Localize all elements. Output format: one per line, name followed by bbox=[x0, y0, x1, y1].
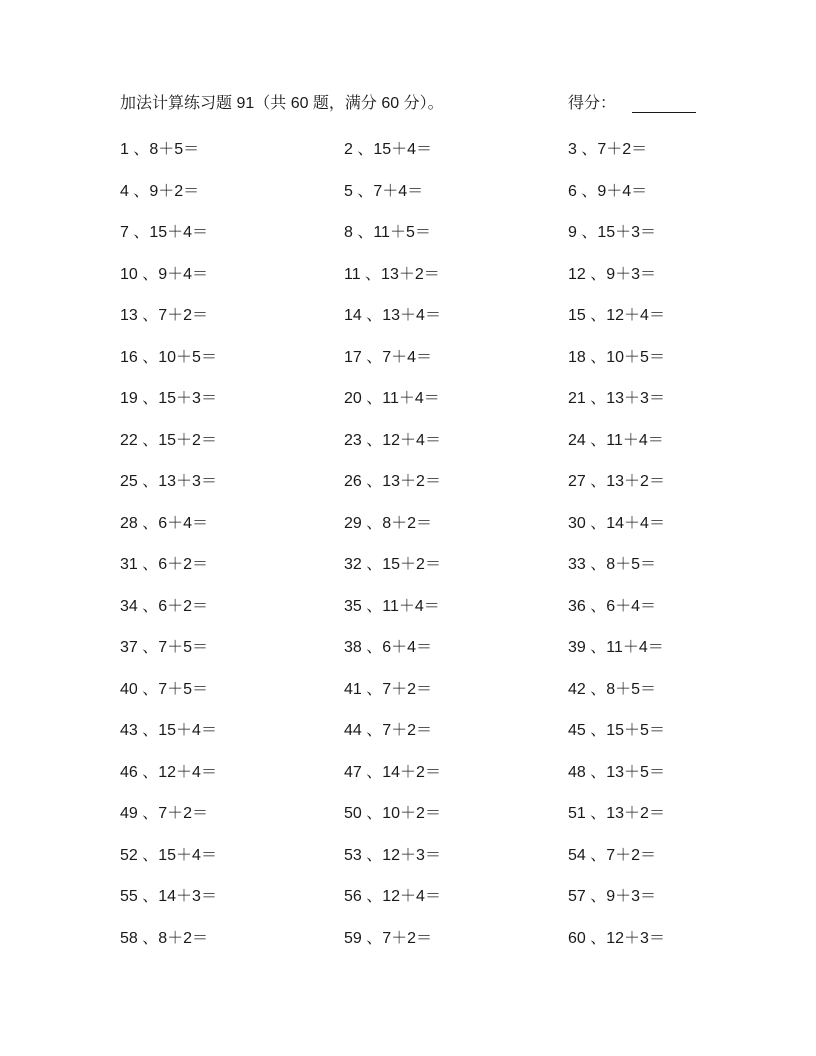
problem-item: 30 、14＋4＝ bbox=[568, 514, 665, 532]
problem-item: 25 、13＋3＝ bbox=[120, 473, 217, 490]
problem-row bbox=[120, 883, 720, 925]
problem-item: 52 、15＋4＝ bbox=[120, 846, 217, 864]
problem-item: 26 、13＋2＝ bbox=[344, 473, 441, 490]
problem-item: 43 、15＋4＝ bbox=[120, 722, 217, 739]
problem-row bbox=[120, 302, 720, 344]
problem-row bbox=[120, 717, 720, 759]
problem-item: 37 、7＋5＝ bbox=[120, 639, 209, 656]
problem-row bbox=[120, 510, 720, 552]
problem-item: 12 、9＋3＝ bbox=[568, 265, 657, 283]
problem-item: 23 、12＋4＝ bbox=[344, 431, 441, 449]
problem-item: 31 、6＋2＝ bbox=[120, 556, 209, 573]
problem-item: 28 、6＋4＝ bbox=[120, 514, 209, 532]
problem-row bbox=[120, 842, 720, 884]
problem-row bbox=[120, 385, 720, 427]
problem-item: 44 、7＋2＝ bbox=[344, 722, 433, 739]
problem-row bbox=[120, 634, 720, 676]
problem-row bbox=[120, 759, 720, 801]
problem-item: 56 、12＋4＝ bbox=[344, 888, 441, 905]
problem-item: 27 、13＋2＝ bbox=[568, 473, 665, 490]
problem-item: 41 、7＋2＝ bbox=[344, 680, 433, 698]
problem-item: 6 、9＋4＝ bbox=[568, 182, 648, 200]
problem-item: 15 、12＋4＝ bbox=[568, 307, 665, 324]
problem-item: 20 、11＋4＝ bbox=[344, 390, 440, 407]
problem-item: 35 、11＋4＝ bbox=[344, 597, 440, 615]
problem-item: 39 、11＋4＝ bbox=[568, 639, 664, 656]
problem-row bbox=[120, 427, 720, 469]
problem-item: 29 、8＋2＝ bbox=[344, 514, 433, 532]
problem-row bbox=[120, 344, 720, 386]
problem-item: 19 、15＋3＝ bbox=[120, 390, 217, 407]
problem-item: 14 、13＋4＝ bbox=[344, 307, 441, 324]
problem-item: 60 、12＋3＝ bbox=[568, 929, 665, 947]
problem-row bbox=[120, 925, 720, 967]
problem-row bbox=[120, 136, 720, 178]
problem-item: 9 、15＋3＝ bbox=[568, 224, 657, 241]
problem-item: 32 、15＋2＝ bbox=[344, 556, 441, 573]
problem-item: 16 、10＋5＝ bbox=[120, 348, 217, 366]
problem-item: 48 、13＋5＝ bbox=[568, 763, 665, 781]
problem-item: 53 、12＋3＝ bbox=[344, 846, 441, 864]
problem-row bbox=[120, 178, 720, 220]
problem-row bbox=[120, 800, 720, 842]
problem-item: 50 、10＋2＝ bbox=[344, 805, 441, 822]
score-label: 得分： bbox=[568, 95, 617, 112]
problem-item: 34 、6＋2＝ bbox=[120, 597, 209, 615]
problem-item: 7 、15＋4＝ bbox=[120, 224, 209, 241]
problem-item: 11 、13＋2＝ bbox=[344, 265, 440, 283]
problem-item: 2 、15＋4＝ bbox=[344, 141, 433, 158]
problem-row bbox=[120, 219, 720, 261]
problem-row bbox=[120, 593, 720, 635]
problem-item: 57 、9＋3＝ bbox=[568, 888, 657, 905]
problem-item: 13 、7＋2＝ bbox=[120, 307, 209, 324]
problem-item: 59 、7＋2＝ bbox=[344, 929, 433, 947]
problem-item: 4 、9＋2＝ bbox=[120, 182, 200, 200]
problem-item: 24 、11＋4＝ bbox=[568, 431, 664, 449]
problem-item: 40 、7＋5＝ bbox=[120, 680, 209, 698]
problem-item: 55 、14＋3＝ bbox=[120, 888, 217, 905]
page-title: 加法计算练习题 91（共 60 题，满分 60 分）。 bbox=[120, 95, 444, 112]
problem-item: 38 、6＋4＝ bbox=[344, 639, 433, 656]
problem-item: 45 、15＋5＝ bbox=[568, 722, 665, 739]
problem-row bbox=[120, 468, 720, 510]
problem-item: 17 、7＋4＝ bbox=[344, 348, 433, 366]
problem-item: 51 、13＋2＝ bbox=[568, 805, 665, 822]
problem-row bbox=[120, 676, 720, 718]
problem-item: 54 、7＋2＝ bbox=[568, 846, 657, 864]
problem-item: 49 、7＋2＝ bbox=[120, 805, 209, 822]
problem-item: 18 、10＋5＝ bbox=[568, 348, 665, 366]
problem-item: 22 、15＋2＝ bbox=[120, 431, 217, 449]
problem-item: 33 、8＋5＝ bbox=[568, 556, 657, 573]
problem-item: 42 、8＋5＝ bbox=[568, 680, 657, 698]
score-field bbox=[568, 90, 696, 113]
problem-item: 10 、9＋4＝ bbox=[120, 265, 209, 283]
problem-item: 8 、11＋5＝ bbox=[344, 224, 431, 241]
problem-item: 21 、13＋3＝ bbox=[568, 390, 665, 407]
problem-item: 58 、8＋2＝ bbox=[120, 929, 209, 947]
problem-item: 5 、7＋4＝ bbox=[344, 182, 424, 200]
problem-list bbox=[120, 136, 720, 966]
score-blank-line[interactable] bbox=[632, 94, 696, 113]
problem-item: 46 、12＋4＝ bbox=[120, 763, 217, 781]
problem-item: 3 、7＋2＝ bbox=[568, 141, 648, 158]
problem-row bbox=[120, 261, 720, 303]
problem-row bbox=[120, 551, 720, 593]
problem-item: 1 、8＋5＝ bbox=[120, 141, 200, 158]
problem-item: 36 、6＋4＝ bbox=[568, 597, 657, 615]
problem-item: 47 、14＋2＝ bbox=[344, 763, 441, 781]
